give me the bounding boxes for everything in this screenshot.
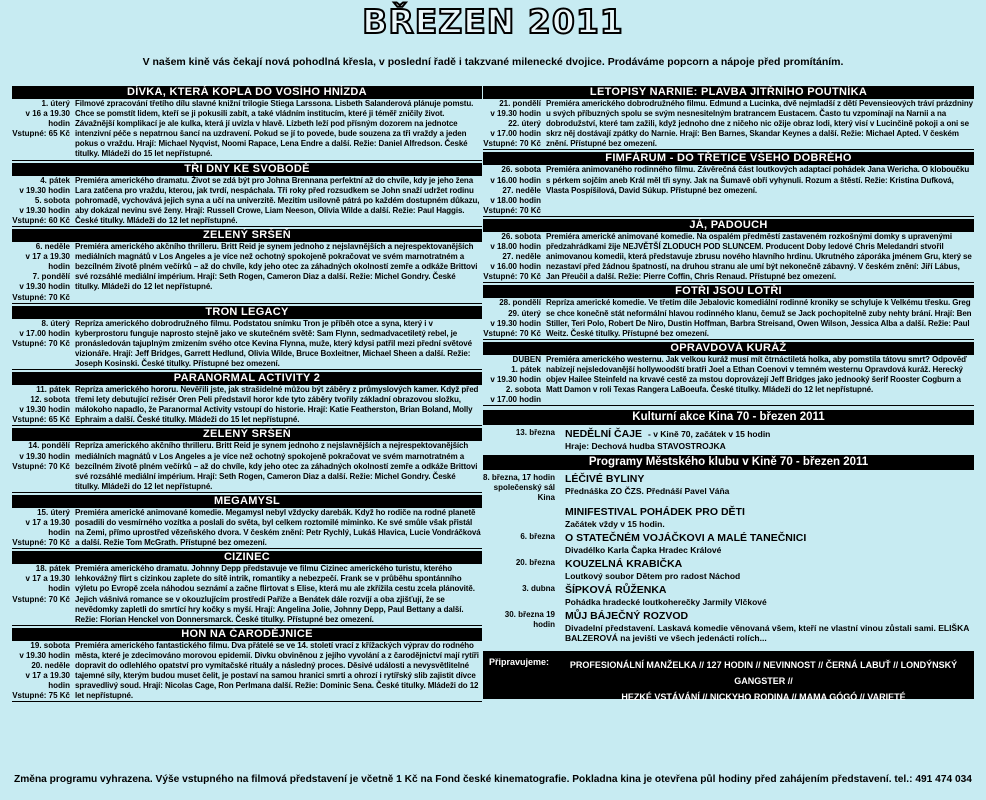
film-date-line: v 16.00 hodin bbox=[490, 262, 541, 272]
event-text bbox=[565, 473, 974, 503]
event-text bbox=[565, 610, 974, 643]
film-date-line: Vstupné: 70 Kč bbox=[12, 538, 70, 548]
film-date-line: v 17 a 19.30 hodin bbox=[25, 671, 70, 691]
film-date-line: v 16.00 hodin bbox=[490, 175, 541, 185]
film-title: FIMFÁRUM - DO TŘETICE VŠEHO DOBRÉHO bbox=[483, 152, 974, 165]
film-dates bbox=[12, 176, 75, 226]
film-date-line: v 17 a 19.30 hodin bbox=[25, 574, 70, 594]
film-block bbox=[12, 372, 482, 426]
film-dates bbox=[12, 99, 75, 160]
film-date-line: Vstupné: 75 Kč bbox=[12, 691, 70, 701]
film-body bbox=[12, 641, 482, 703]
film-block bbox=[483, 219, 974, 283]
event-date: 13. března bbox=[515, 428, 555, 438]
film-date-line: 28. pondělí bbox=[499, 298, 541, 308]
film-description: Premiéra amerického dobrodružného filmu. Edmund a Lucinka, dvě nejmladší z dětí Pevensieových tráví prázdniny u svých příbuzných spolu se svým nesnesitelným bratrancem Eustacem. Často tu vzpomínají na Narnii a na dobrodužství, které tam zažili, když jednoho dne z ničeho nic ožije obraz lodi, který visí v Lucinčině pokoji a oni se skrz něj dostávají zpátky do Narnie. Hrají: Ben Barnes, Skandar Keynes a další. Režie: Michael Apted. V českém znění. Přístupné bez omezení. bbox=[546, 99, 973, 149]
film-body bbox=[12, 176, 482, 227]
film-date-line: v 19.30 hodin bbox=[490, 109, 541, 119]
film-block bbox=[12, 628, 482, 703]
film-date-line: v 18.00 hodin bbox=[490, 195, 541, 205]
film-body bbox=[12, 385, 482, 426]
film-dates bbox=[483, 298, 546, 338]
film-body bbox=[12, 319, 482, 370]
film-date-line: Vstupné: 70 Kč bbox=[12, 292, 70, 302]
film-description: Premiéra amerického dramatu. Život se zdá být pro Johna Brennana perfektní až do chvíle, kdy je jeho žena Lara zatčena pro vraždu, kterou, jak tvrdí, nespáchala. Tři roky před rozsudkem se John snaží udržet rodinu pohromadě, vychovává jejich syna a učí na univerzitě. Mezitím usilovně pátrá po každém dostupném důkazu, aby dokázal nevinu své ženy. Hrají: Russell Crowe, Liam Neeson, Olivia Wilde a další. Režie: Paul Haggis. České titulky. Mládeži do 12 let nepřístupné. bbox=[75, 175, 480, 225]
film-body bbox=[483, 355, 974, 406]
film-block bbox=[12, 551, 482, 626]
klub-event bbox=[483, 473, 974, 503]
film-dates bbox=[12, 564, 75, 625]
event-name: MŮJ BÁJEČNÝ ROZVOD bbox=[565, 610, 689, 623]
film-date-line: Vstupné: 70 Kč bbox=[483, 139, 541, 149]
film-date-line: v 17.00 hodin bbox=[490, 395, 541, 405]
film-date-line: 1. úterý bbox=[41, 99, 70, 108]
film-body bbox=[483, 232, 974, 283]
film-date-line: v 19.30 hodin bbox=[19, 405, 70, 415]
film-description: Premiéra amerického akčního thrilleru. Britt Reid je synem jednoho z nejslavnějších a nejrespektovanějších mediálních magnátů v Los Angeles a je více než ochotný spokojeně pokračovat ve svém marnotratném a bezcílném životě plném večírků – až do chvíle, kdy jeho otec za záhadných okolností zemře a odkáže Brittovi své rozsáhlé mediální impérium. Hrají: Seth Rogen, Cameron Diaz a další. Režie: Michel Gondry. České titulky. Mládeži do 12 let nepřístupné. bbox=[75, 242, 478, 292]
film-body bbox=[12, 564, 482, 626]
event-sub: Divadélko Karla Čapka Hradec Králové bbox=[565, 545, 722, 556]
film-description: Repríza amerického dobrodružného filmu. Podstatou snímku Tron je příběh otce a syna, který i v kyberprostoru funguje naprosto stejně jako ve skutečném světě: Sam Flynn, sedmadvacetiletý rebel, je pronásledován tajuplným zmizením svého otce Kevina Flynna, muže, který kdysi patřil mezi přední světové vizionáře. Hrají: Jeff Bridges, Garrett Hedlund, Olivia Wilde, Bruce Boxleitner, Michael Sheen a další. Režie: Joseph Kosinski. České titulky. Přístupné bez omezení. bbox=[75, 318, 472, 368]
film-body bbox=[483, 165, 974, 216]
event-sub: Loutkový soubor Dětem pro radost Náchod bbox=[565, 571, 741, 582]
film-body bbox=[483, 99, 974, 150]
film-title: MEGAMYSL bbox=[12, 495, 482, 508]
film-dates bbox=[483, 355, 546, 405]
film-date-line: 5. sobota bbox=[34, 195, 70, 205]
film-date-line: 19. sobota bbox=[30, 640, 70, 650]
film-title: HON NA ČARODĚJNICE bbox=[12, 628, 482, 641]
film-title: DÍVKA, KTERÁ KOPLA DO VOSÍHO HNÍZDA bbox=[12, 86, 482, 99]
klub-event bbox=[483, 558, 974, 581]
film-dates bbox=[12, 641, 75, 702]
event-time: - v Kině 70, začátek v 15 hodin bbox=[648, 429, 771, 440]
film-block bbox=[483, 285, 974, 339]
event-name: O STATEČNÉM VOJÁČKOVI A MALÉ TANEČNICI bbox=[565, 532, 807, 545]
event-date: 3. dubna bbox=[522, 584, 555, 594]
film-date-line: 20. neděle bbox=[31, 661, 70, 671]
film-date-line: DUBEN bbox=[512, 354, 541, 364]
event-sub: Pohádka hradecké loutkoherečky Jarmily Vlčkové bbox=[565, 597, 767, 608]
film-date-line: 8. úterý bbox=[41, 318, 70, 328]
film-block bbox=[12, 229, 482, 304]
upcoming-label: Připravujeme: bbox=[489, 657, 550, 668]
film-date-line: Vstupné: 70 Kč bbox=[12, 594, 70, 604]
film-date-line: Vstupné: 70 Kč bbox=[483, 272, 541, 282]
film-date-line: 27. neděle bbox=[502, 252, 541, 262]
film-date-line: 29. úterý bbox=[508, 308, 541, 318]
event-date bbox=[483, 506, 565, 529]
film-date-line: v 16 a 19.30 hodin bbox=[25, 109, 70, 129]
event-sub: Přednáška ZO ČZS. Přednáší Pavel Váňa bbox=[565, 486, 730, 497]
film-date-line: Vstupné: 70 Kč bbox=[483, 328, 541, 338]
film-dates bbox=[483, 99, 546, 149]
event-title: NEDĚLNÍ ČAJE bbox=[565, 428, 643, 441]
film-date-line: v 19.30 hodin bbox=[19, 282, 70, 292]
event-text bbox=[565, 584, 974, 607]
film-date-line: 27. neděle bbox=[502, 185, 541, 195]
event-text bbox=[565, 506, 974, 529]
film-date-line: Vstupné: 70 Kč bbox=[12, 338, 70, 348]
film-title: TŘI DNY KE SVOBODĚ bbox=[12, 163, 482, 176]
upcoming-list bbox=[559, 657, 968, 703]
film-description: Premiéra amerického westernu. Jak velkou kuráž musí mít čtrnáctiletá holka, aby pomstila tátovu smrt? Odpověď nabízejí nejsledovanější hollywoodští bratři Joel a Ethan Coenovi v temném westernu Opravdová kuráž. Herecký objev Hailee Steinfeld na krvavé cestě za mstou doprovázejí Jeff Bridges jako jednooký šerif Rooster Cogburn a Matt Damon v roli Texas Rangera LaBoeufa. České titulky. Mládeži do 12 let nepřístupné. bbox=[546, 354, 967, 395]
film-date-line: v 17 a 19.30 hodin bbox=[25, 252, 70, 272]
film-dates bbox=[12, 441, 75, 491]
film-date-line: 12. sobota bbox=[30, 395, 70, 405]
film-title: OPRAVDOVÁ KURÁŽ bbox=[483, 342, 974, 355]
footer-text: Změna programu vyhrazena. Výše vstupného na filmová představení je včetně 1 Kč na Fond české kinematografie. Pokladna kina je otevřena půl hodiny před zahájením představení. tel.: 491 474 034 bbox=[14, 774, 972, 785]
film-body bbox=[12, 99, 482, 161]
film-block bbox=[12, 428, 482, 492]
klub-event bbox=[483, 506, 974, 529]
film-date-line: v 19.30 hodin bbox=[19, 650, 70, 660]
film-title: CIZINEC bbox=[12, 551, 482, 564]
film-description: Premiéra amerického dramatu. Johnny Depp představuje ve filmu Cizinec amerického turistu, kterého lehkovážný flirt s cizinkou zaplete do sítě intrik, romantiky a nebezpečí. Frank se v průběhu spontánního výletu po Evropě zcela náhodou seznámí a začne flirtovat s Elise, která mu ale zkřížila cestu zcela plánovitě. Jejich vášnivá romance se v okouzlujícím prostředí Paříže a Benátek dále rozvíjí a oba zjišťují, že se nevědomky zapletli do smrtící hry kočky s myší. Hrají: Angelina Jolie, Johnny Depp, Paul Bettany a další. Režie: Florian Henckel von Donnersmarck. České titulky. Přístupné bez omezení. bbox=[75, 564, 475, 624]
event-name: KOUZELNÁ KRABIČKA bbox=[565, 558, 683, 571]
upcoming-line: HEZKÉ VSTÁVÁNÍ // NICKYHO RODINA // MAMA GÓGÓ // VARIETÉ bbox=[621, 692, 906, 703]
event-text bbox=[565, 558, 974, 581]
film-title: ZELENÝ SRŠEŇ bbox=[12, 428, 482, 441]
event-name: ŠÍPKOVÁ RŮŽENKA bbox=[565, 584, 667, 597]
film-title: LETOPISY NARNIE: PLAVBA JITŘNÍHO POUTNÍKA bbox=[483, 86, 974, 99]
film-block bbox=[483, 152, 974, 216]
film-date-line: 26. sobota bbox=[501, 165, 541, 175]
film-body bbox=[12, 441, 482, 492]
film-dates bbox=[12, 508, 75, 548]
film-title: TRON LEGACY bbox=[12, 306, 482, 319]
event-date: 20. března bbox=[515, 558, 555, 568]
film-date-line: v 19.30 hodin bbox=[490, 318, 541, 328]
film-title: FOTŘI JSOU LOTŘI bbox=[483, 285, 974, 298]
upcoming-box bbox=[483, 651, 974, 703]
film-date-line: 7. pondělí bbox=[32, 272, 70, 282]
film-date-line: 21. pondělí bbox=[499, 99, 541, 108]
film-dates bbox=[12, 242, 75, 303]
film-date-line: Vstupné: 65 Kč bbox=[12, 129, 70, 139]
film-block bbox=[12, 306, 482, 370]
film-date-line: Vstupné: 65 Kč bbox=[12, 415, 70, 425]
film-date-line: v 17.00 hodin bbox=[490, 129, 541, 139]
intro-text: V našem kině vás čekají nová pohodlná křesla, v poslední řadě i takzvané milenecké dvojice. Prodáváme popcorn a nápoje před promítáním. bbox=[142, 56, 844, 68]
left-column bbox=[12, 86, 482, 704]
event-name bbox=[565, 428, 974, 441]
film-date-line: Vstupné: 70 Kč bbox=[12, 461, 70, 471]
right-column bbox=[483, 86, 974, 703]
film-date-line: v 19.30 hodin bbox=[19, 205, 70, 215]
event-sub: Divadelní představení. Laskavá komedie věnovaná všem, kteří ne vlastní vinou zůstali sami. ELIŠKA BALZEROVÁ na jevišti ve všech jedenácti rolích... bbox=[565, 623, 970, 644]
event-sub: Hraje: Dechová hudba STAVOSTROJKA bbox=[565, 441, 726, 452]
event-text bbox=[565, 532, 974, 555]
film-date-line: Vstupné: 60 Kč bbox=[12, 215, 70, 225]
event-name: LÉČIVÉ BYLINY bbox=[565, 473, 645, 486]
film-date-line: Vstupné: 70 Kč bbox=[483, 205, 541, 215]
film-date-line: 6. neděle bbox=[35, 242, 70, 252]
film-date-line: v 17.00 hodin bbox=[19, 328, 70, 338]
event-date: 6. března bbox=[520, 532, 555, 542]
klub-event bbox=[483, 610, 974, 643]
film-dates bbox=[483, 165, 546, 215]
film-description: Premiéra americké animované komedie. Megamysl nebyl vždycky darebák. Když ho rodiče na rodné planetě posadili do vesmírného vozítka a poslali do světa, byl celkem roztomilé miminko. Ke své smůle však přistál na Zemi, přímo uprostřed vězeňského dvora. V českém znění: Petr Rychlý, Lukáš Hlavica, Lucie Vondráčková a další. Režie Tom McGrath. Přístupné bez omezení. bbox=[75, 507, 481, 548]
film-block bbox=[483, 342, 974, 406]
event-sub: Začátek vždy v 15 hodin. bbox=[565, 519, 665, 530]
upcoming-line: PROFESIONÁLNÍ MANŽELKA // 127 HODIN // NEVINNOST // ČERNÁ LABUŤ // LONDÝNSKÝ GANGSTER // bbox=[569, 660, 958, 687]
film-date-line: v 17 a 19.30 hodin bbox=[25, 518, 70, 538]
film-block bbox=[12, 495, 482, 549]
film-dates bbox=[12, 319, 75, 369]
film-date-line: v 18.00 hodin bbox=[490, 242, 541, 252]
film-description: Repríza americké komedie. Ve třetím díle Jebalovic komediální rodinné kroniky se schyluje k Velkému třesku. Greg se chce konečně stát neformální hlavou rodinného klanu, čemuž se Jack pochopitelně zuby nehty brání. Hrají: Ben Stiller, Teri Polo, Robert De Niro, Dustin Hoffman, Barbra Streisand, Owen Wilson, Jessica Alba a další. Režie: Paul Weitz. České titulky. Přístupné bez omezení. bbox=[546, 298, 972, 338]
film-date-line: v 19.30 hodin bbox=[490, 374, 541, 384]
film-dates bbox=[12, 385, 75, 425]
film-block bbox=[12, 86, 482, 161]
film-date-line: 14. pondělí bbox=[28, 441, 70, 451]
film-date-line: v 19.30 hodin bbox=[19, 451, 70, 461]
film-block bbox=[12, 163, 482, 227]
event-date: 30. března 19 hodin bbox=[504, 610, 555, 630]
film-date-line: 22. úterý bbox=[508, 119, 541, 129]
kultura-heading: Kulturní akce Kina 70 - březen 2011 bbox=[483, 410, 974, 425]
film-dates bbox=[483, 232, 546, 282]
film-block bbox=[483, 86, 974, 150]
film-description: Premiéra animovaného rodinného filmu. Závěrečná část loutkových adaptací pohádek Jana Wericha. O kloboučku s pérkem sojčím aneb Král měl tři syny. Jak na Šumavě obři vyhynuli. Rozum a štěstí. Režie: Kristina Dufková, Vlasta Pospíšilová, David Súkup. Přístupné bez omezení. bbox=[546, 165, 970, 195]
film-description: Repríza amerického hororu. Nevěřili jste, jak strašidelné můžou být záběry z průmyslových kamer. Když před třemi lety debutující režisér Oren Peli představil horor kde tyto záběry tvořily základní obrazovou složku, málokoho napadlo, že Paranormal Activity vstoupí do historie. Hrají: Katie Featherston, Brian Boland, Molly Ephraim a další. České titulky. Mládeži do 15 let nepřístupné. bbox=[75, 385, 479, 425]
film-date-line: 18. pátek bbox=[35, 564, 70, 574]
film-description: Repríza amerického akčního thrilleru. Britt Reid je synem jednoho z nejslavnějších a nejrespektovanějších mediálních magnátů v Los Angeles a je více než ochotný spokojeně pokračovat ve svém marnotratném a bezcílném životě plném večírků – až do chvíle, kdy jeho otec za záhadných okolností zemře a odkáže Brittovi své rozsáhlé mediální impérium. Hrají: Seth Rogen, Cameron Diaz a další. Režie: Michel Gondry. České titulky. Mládeži do 12 let nepřístupné. bbox=[75, 441, 478, 491]
film-title: PARANORMAL ACTIVITY 2 bbox=[12, 372, 482, 385]
film-description: Filmové zpracování třetího dílu slavné knižní trilogie Stiega Larssona. Lisbeth Salanderová plánuje pomstu. Chce se pomstít lidem, kteří se ji pokusili zabít, a také vládním institucím, které ji téměř zničily život. Závažnější komplikací je ale kulka, která jí uvízla v hlavě. Lízbeth leží pod přísným dozorem na jednotce intenzivní péče s nepatrnou šancí na uzdravení. Pokud se jí to povede, bude souzena za tři vraždy a jeden pokus o vraždu. Hrají: Michael Nyqvist, Noomi Rapace, Lena Endre a další. Režie: Daniel Alfredson. České titulky. Mládeži do 15 let nepřístupné. bbox=[75, 99, 474, 159]
film-date-line: v 19.30 hodin bbox=[19, 185, 70, 195]
film-date-line: 26. sobota bbox=[501, 231, 541, 241]
film-description: Premiéra amerického fantastického filmu. Dva přátelé se ve 14. století vrací z křížackých výprav do rodného města, které je zdecimováno morovou epidemií. Divku obviněnou z jejího vyvolání a z čarodějnictví mají rytíři dopravit do odlehlého opatství pro vymítačské rituály a následný proces. Děsivé události a nevysvětlitelné tajemné síly, kterým budou muset čelit, je postaví na samou hranici smrti a ohrozí i rytířský slib zajistit dívce spravedlivý soud. Hrají: Nicolas Cage, Ron Perlmana další. Režie: Dominic Sena. České titulky. Mládeži do 12 let nepřístupné. bbox=[75, 640, 479, 701]
film-date-line: 11. pátek bbox=[36, 385, 70, 395]
klub-event bbox=[483, 532, 974, 555]
event-name: MINIFESTIVAL POHÁDEK PRO DĚTI bbox=[565, 506, 745, 519]
film-date-line: 2. sobota bbox=[505, 385, 541, 395]
event-text bbox=[565, 428, 974, 451]
film-date-line: 4. pátek bbox=[40, 175, 70, 185]
film-body bbox=[12, 508, 482, 549]
event-date: 8. března, 17 hodin společenský sál Kina bbox=[483, 473, 556, 503]
film-date-line: 15. úterý bbox=[37, 507, 70, 517]
film-title: JÁ, PADOUCH bbox=[483, 219, 974, 232]
klub-heading: Programy Městského klubu v Kině 70 - březen 2011 bbox=[483, 455, 974, 470]
film-description: Premiéra americké animované komedie. Na ospalém předměstí zastaveném rozkošnými domky s upravenými předzahrádkami žije NEJVĚTŠÍ ZLODUCH POD SLUNCEM. Producent Doby ledové Chris Meledandri stvořil animovanou komedii, která představuje zbrusu nového hlavního hrdinu. Ukrutného záporáka jménem Gru, který se nezastaví před žádnou špatností, na druhou stranu ale umí být nekonečně zábavný. V českém znění: Jiří Lábus, Jan Přeučil a další. Režie: Pierre Coffin, Chris Renaud. Přístupné bez omezení. bbox=[546, 231, 972, 282]
film-body bbox=[12, 242, 482, 304]
kultura-event bbox=[483, 428, 974, 451]
klub-event bbox=[483, 584, 974, 607]
film-body bbox=[483, 298, 974, 339]
film-date-line: 1. pátek bbox=[511, 364, 541, 374]
page-title: BŘEZEN 2011 bbox=[362, 2, 624, 41]
film-title: ZELENÝ SRŠEŇ bbox=[12, 229, 482, 242]
